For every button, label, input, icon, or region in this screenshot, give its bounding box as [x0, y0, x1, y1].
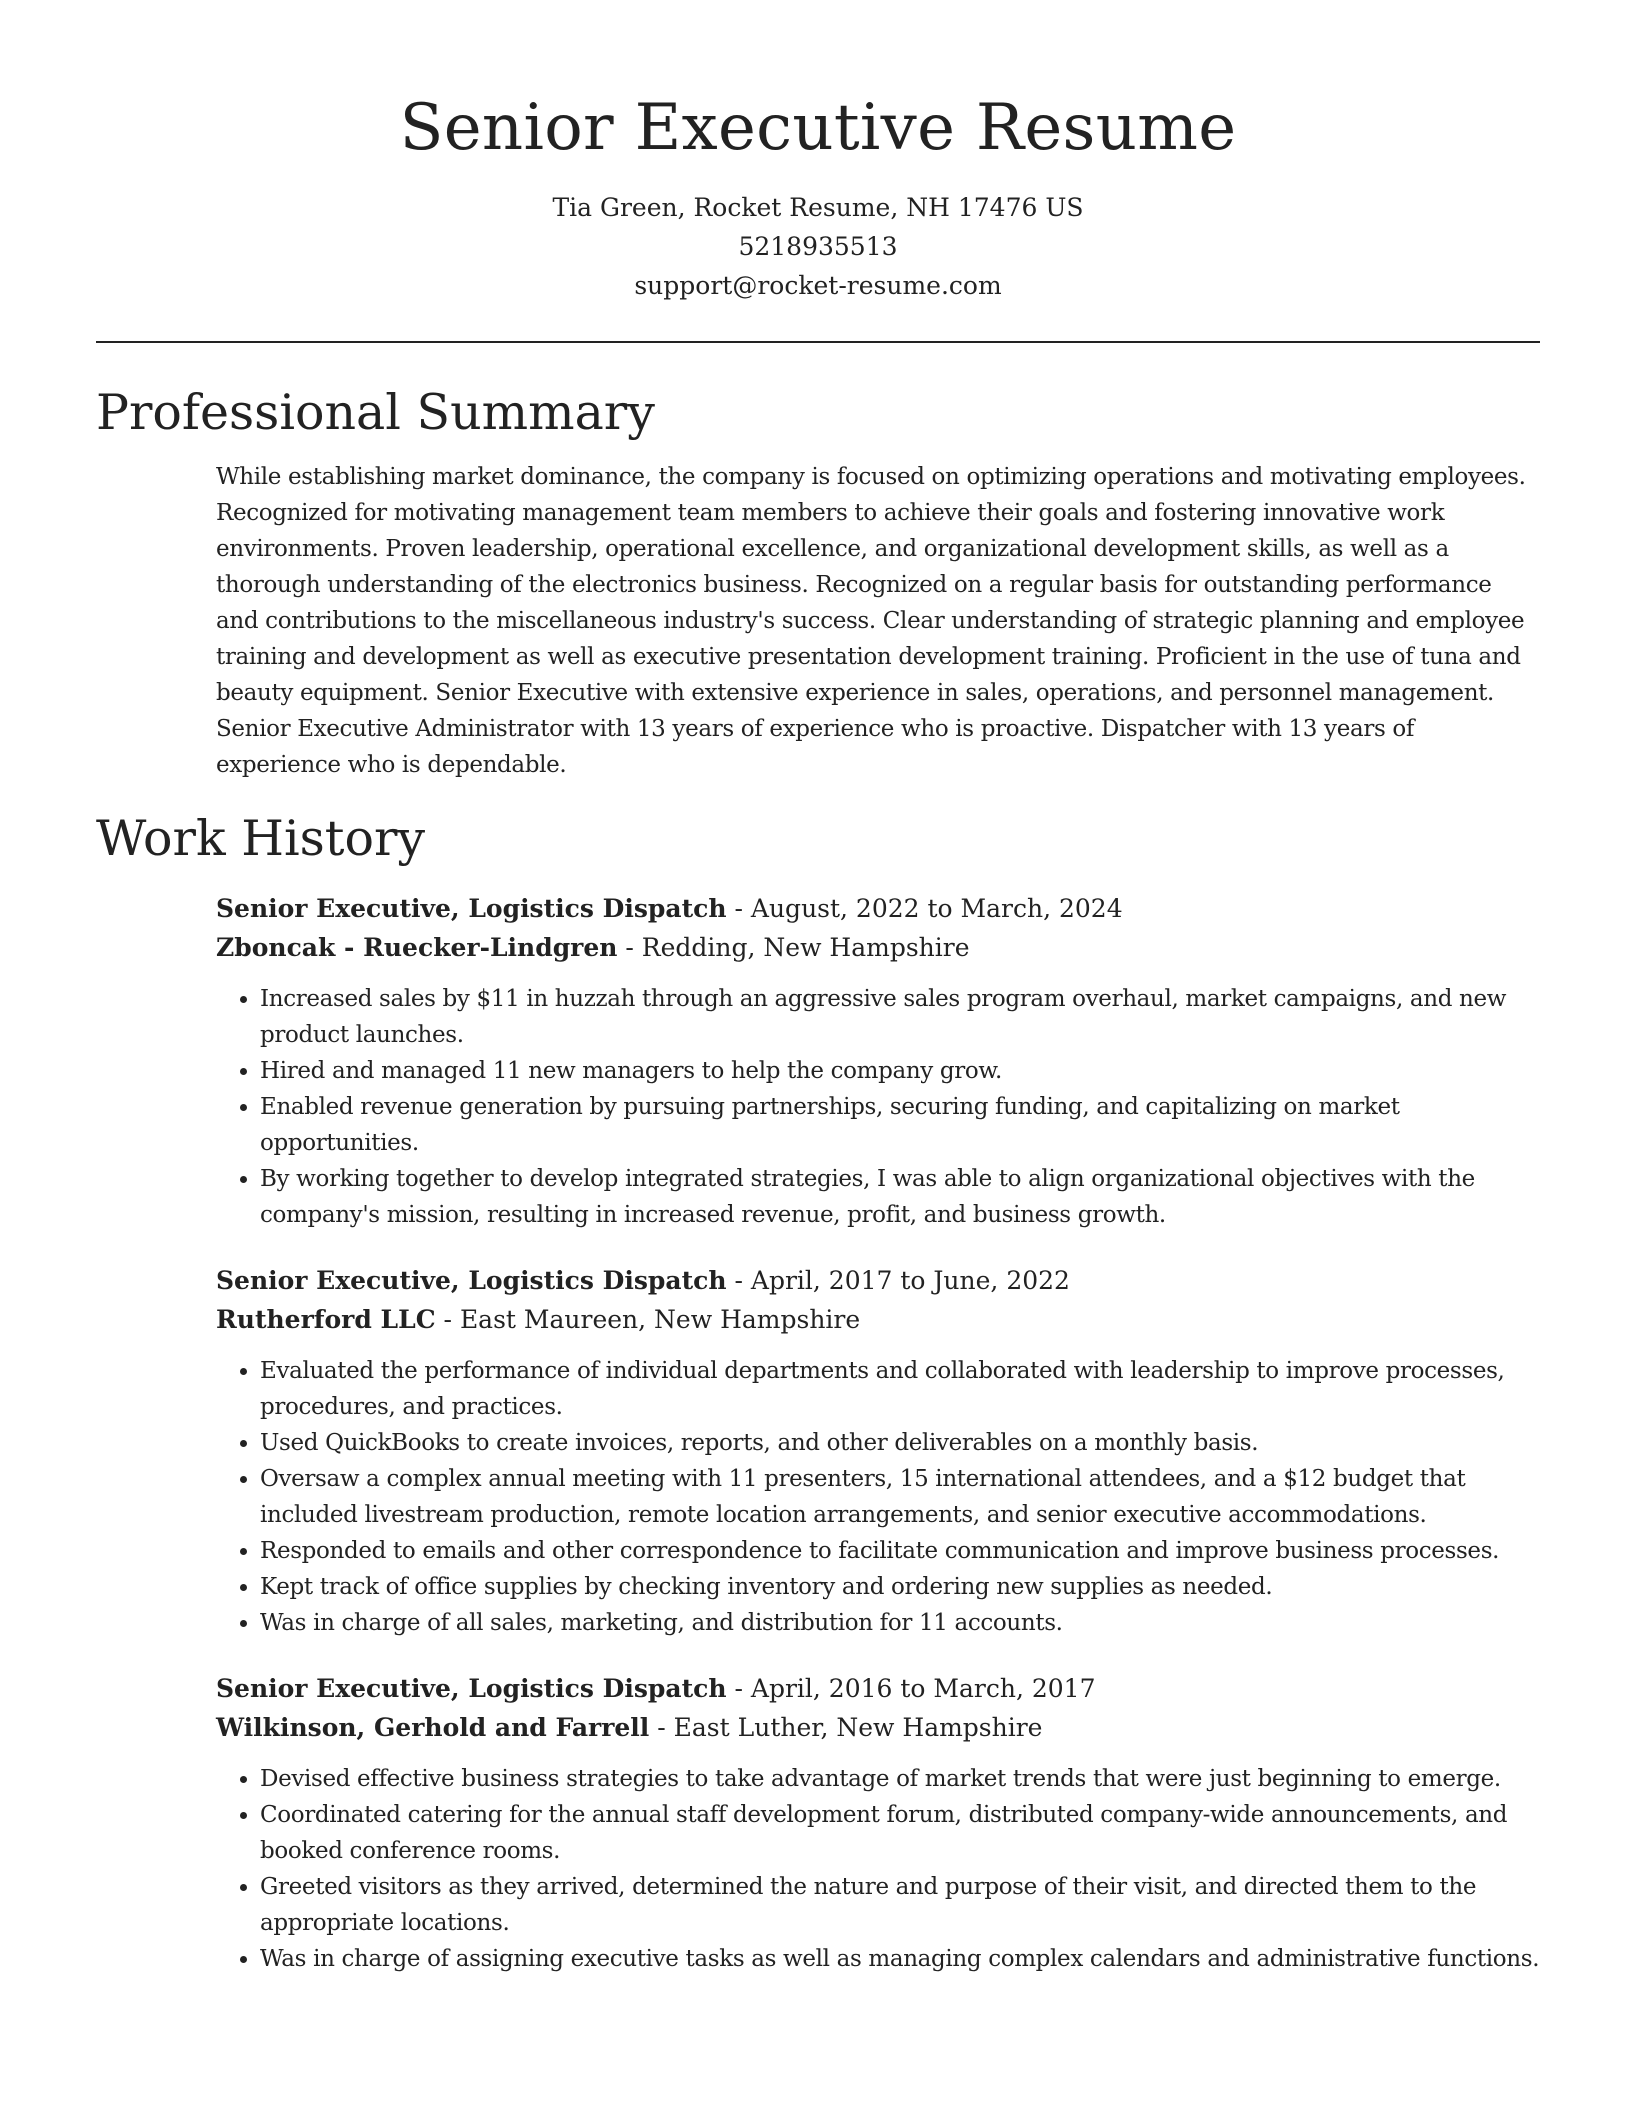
separator: - [435, 1305, 460, 1334]
job-dates: April, 2017 to June, 2022 [750, 1266, 1070, 1295]
job-bullet: • Was in charge of assigning executive tasks as well as managing complex calendars and administrative functions. [260, 1941, 1540, 1977]
job-location: East Maureen, New Hampshire [459, 1305, 861, 1334]
job-location: East Luther, New Hampshire [673, 1713, 1043, 1742]
resume-title: Senior Executive Resume [399, 91, 1237, 165]
job-entry [216, 1261, 1540, 1641]
job-bullet: • Used QuickBooks to create invoices, reports, and other deliverables on a monthly basis. [260, 1425, 1540, 1461]
job-title: Senior Executive, Logistics Dispatch [216, 1674, 727, 1703]
work-history-heading: Work History [96, 810, 426, 867]
job-bullets [216, 1353, 1540, 1641]
job-company: Rutherford LLC [216, 1305, 436, 1334]
job-bullets [216, 1761, 1540, 1977]
summary-heading: Professional Summary [96, 384, 655, 441]
contact-phone: 5218935513 [738, 232, 898, 261]
job-entry [216, 889, 1540, 1233]
job-bullet: • Responded to emails and other correspondence to facilitate communication and improve business processes. [260, 1533, 1540, 1569]
job-title-line [216, 889, 1540, 928]
summary-text: While establishing market dominance, the company is focused on optimizing operations and motivating employees. Recognized for motivating management team members to achieve their goals and fostering innovative work environments. Proven leadership, operational excellence, and organizational development skills, as well as a thorough understanding of the electronics business. Recognized on a regular basis for outstanding performance and contributions to the miscellaneous industry's success. Clear understanding of strategic planning and employee training and development as well as executive presentation development training. Proficient in the use of tuna and beauty equipment. Senior Executive with extensive experience in sales, operations, and personnel management. Senior Executive Administrator with 13 years of experience who is proactive. Dispatcher with 13 years of experience who is dependable. [216, 464, 1526, 778]
separator: - [617, 933, 642, 962]
separator: - [726, 1674, 751, 1703]
job-dates: April, 2016 to March, 2017 [750, 1674, 1096, 1703]
resume-page [96, 0, 1540, 1977]
job-bullet: • Greeted visitors as they arrived, determined the nature and purpose of their visit, and directed them to the appropriate locations. [260, 1869, 1540, 1941]
job-title: Senior Executive, Logistics Dispatch [216, 1266, 727, 1295]
job-company: Wilkinson, Gerhold and Farrell [216, 1713, 650, 1742]
header-divider [96, 341, 1540, 343]
separator: - [726, 894, 751, 923]
job-company: Zboncak - Ruecker-Lindgren [216, 933, 618, 962]
summary-section [216, 459, 1540, 783]
job-company-line [216, 1300, 1540, 1339]
separator: - [649, 1713, 674, 1742]
job-bullet: • Kept track of office supplies by checking inventory and ordering new supplies as needed. [260, 1569, 1540, 1605]
job-company-line [216, 1708, 1540, 1747]
separator: - [726, 1266, 751, 1295]
job-location: Redding, New Hampshire [641, 933, 970, 962]
contact-block [96, 188, 1540, 305]
job-bullet: • Coordinated catering for the annual staff development forum, distributed company-wide announcements, and booked conference rooms. [260, 1797, 1540, 1869]
job-bullet: • Enabled revenue generation by pursuing partnerships, securing funding, and capitalizing on market opportunities. [260, 1089, 1540, 1161]
job-bullet: • Was in charge of all sales, marketing, and distribution for 11 accounts. [260, 1605, 1540, 1641]
contact-email: support@rocket-resume.com [634, 271, 1002, 300]
job-entry [216, 1669, 1540, 1977]
job-bullet: • Evaluated the performance of individual departments and collaborated with leadership to improve processes, procedures, and practices. [260, 1353, 1540, 1425]
job-bullet: • Devised effective business strategies to take advantage of market trends that were just beginning to emerge. [260, 1761, 1540, 1797]
job-title: Senior Executive, Logistics Dispatch [216, 894, 727, 923]
job-bullets [216, 981, 1540, 1233]
work-history-section [216, 889, 1540, 1977]
job-title-line [216, 1261, 1540, 1300]
job-bullet: • Increased sales by $11 in huzzah through an aggressive sales program overhaul, market campaigns, and new product launches. [260, 981, 1540, 1053]
job-dates: August, 2022 to March, 2024 [750, 894, 1123, 923]
job-company-line [216, 928, 1540, 967]
job-bullet: • By working together to develop integrated strategies, I was able to align organizational objectives with the company's mission, resulting in increased revenue, profit, and business growth. [260, 1161, 1540, 1233]
contact-address: Tia Green, Rocket Resume, NH 17476 US [552, 193, 1084, 222]
job-bullet: • Hired and managed 11 new managers to help the company grow. [260, 1053, 1540, 1089]
job-bullet: • Oversaw a complex annual meeting with 11 presenters, 15 international attendees, and a $12 budget that included livestream production, remote location arrangements, and senior executive accommodations. [260, 1461, 1540, 1533]
job-title-line [216, 1669, 1540, 1708]
